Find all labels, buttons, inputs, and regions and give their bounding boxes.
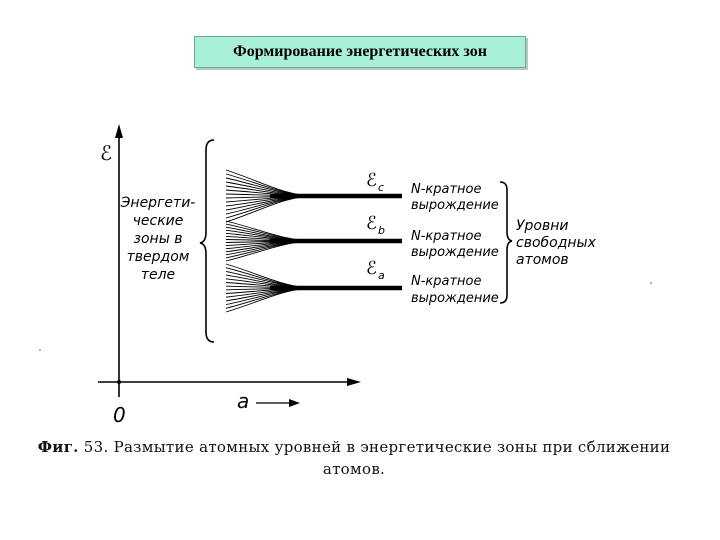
energy-bands-label: [120, 195, 196, 283]
scan-speck: [650, 282, 652, 284]
left-brace: [200, 140, 214, 342]
level-subscript: a: [378, 269, 385, 282]
level-subscript: c: [378, 181, 385, 194]
energy-bands-label-line: ческие: [132, 213, 184, 229]
level-label-a: [366, 258, 385, 282]
band-sublevel-line: [226, 178, 315, 196]
degeneracy-note-a-line1: N-кратное: [411, 274, 482, 289]
scan-speck: [39, 349, 41, 351]
figure-caption: [24, 436, 684, 480]
right-brace: [500, 182, 512, 303]
caption-prefix: Фиг.: [37, 438, 79, 456]
free-atom-levels-label-line: свободных: [516, 235, 596, 251]
level-symbol: ℰ: [366, 258, 377, 279]
level-symbol: ℰ: [366, 213, 377, 234]
free-atom-levels-label-line: атомов: [516, 252, 569, 268]
degeneracy-note-b-line2: вырождение: [411, 245, 499, 260]
caption-text: 53. Размытие атомных уровней в энергетические зоны при сближении: [78, 438, 671, 456]
x-axis-arrow-icon: [347, 378, 361, 386]
origin-label: 0: [113, 403, 126, 427]
x-direction-arrow-icon: [289, 399, 300, 407]
energy-bands-label-line: зоны в: [133, 231, 183, 247]
level-label-b: [366, 213, 385, 237]
degeneracy-note-c-line2: вырождение: [411, 198, 499, 213]
y-axis-label: ℰ: [100, 141, 113, 165]
level-subscript: b: [378, 224, 385, 237]
origin-dot: [117, 380, 121, 384]
energy-bands-label-line: теле: [140, 267, 176, 283]
free-atom-levels-label-line: Уровни: [516, 218, 569, 234]
degeneracy-note-b-line1: N-кратное: [411, 229, 482, 244]
y-axis-arrow-icon: [115, 124, 123, 138]
energy-bands-label-line: твердом: [126, 249, 190, 265]
energy-bands-label-line: Энергети-: [120, 195, 196, 211]
caption-line-2: атомов.: [322, 460, 386, 478]
level-symbol: ℰ: [366, 170, 377, 191]
degeneracy-note-c-line1: N-кратное: [411, 182, 482, 197]
x-axis-label: a: [237, 389, 250, 413]
degeneracy-note-a-line2: вырождение: [411, 291, 499, 306]
slide-title: Формирование энергетических зон: [194, 36, 526, 68]
caption-line-1: [24, 436, 684, 458]
band-sublevel-line: [226, 196, 315, 214]
level-label-c: [366, 170, 384, 194]
free-atom-levels-label: [516, 218, 597, 268]
